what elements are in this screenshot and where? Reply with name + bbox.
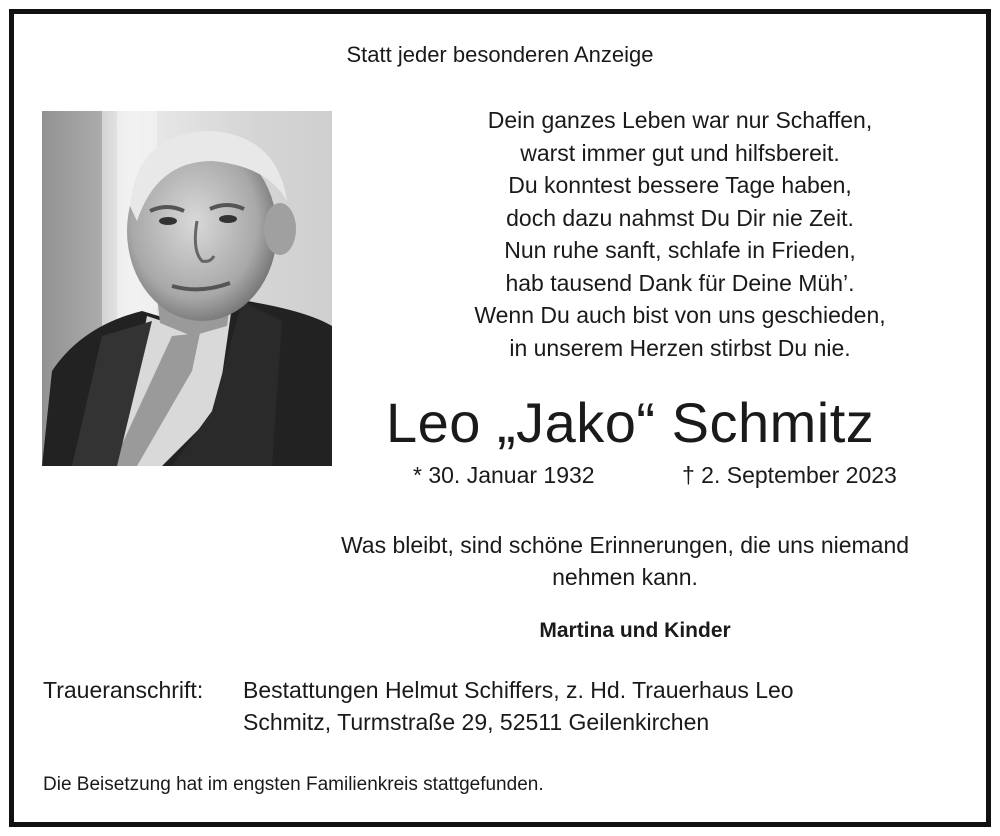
death-date: † 2. September 2023 [682,462,897,488]
address-line-2: Schmitz, Turmstraße 29, 52511 Geilenkirchen [243,709,710,735]
poem-line: doch dazu nahmst Du Dir nie Zeit. [506,204,854,231]
poem-line: warst immer gut und hilfsbereit. [520,139,840,166]
poem-line: Nun ruhe sanft, schlafe in Frieden, [504,237,856,263]
address-label: Traueranschrift: [43,677,204,703]
poem-line: Wenn Du auch bist von uns geschieden, [474,302,886,328]
deceased-name: Leo „Jako“ Schmitz [386,391,875,454]
funeral-note: Die Beisetzung hat im engsten Familienkreis stattgefunden. [43,774,544,795]
signers: Martina und Kinder [539,619,731,642]
poem-line: in unserem Herzen stirbst Du nie. [509,334,851,361]
memorial-quote [290,529,960,593]
birth-date: * 30. Januar 1932 [413,462,595,488]
portrait-photo [42,111,332,466]
quote-line: Was bleibt, sind schöne Erinnerungen, die uns niemand [340,532,910,558]
poem [380,104,980,364]
quote-line: nehmen kann. [552,564,698,590]
header-note: Statt jeder besonderen Anzeige [346,42,654,67]
poem-line: Du konntest bessere Tage haben, [508,172,852,198]
poem-line: Dein ganzes Leben war nur Schaffen, [487,107,873,133]
poem-line: hab tausend Dank für Deine Müh’. [505,269,855,296]
address-line-1: Bestattungen Helmut Schiffers, z. Hd. Trauerhaus Leo [243,677,794,703]
